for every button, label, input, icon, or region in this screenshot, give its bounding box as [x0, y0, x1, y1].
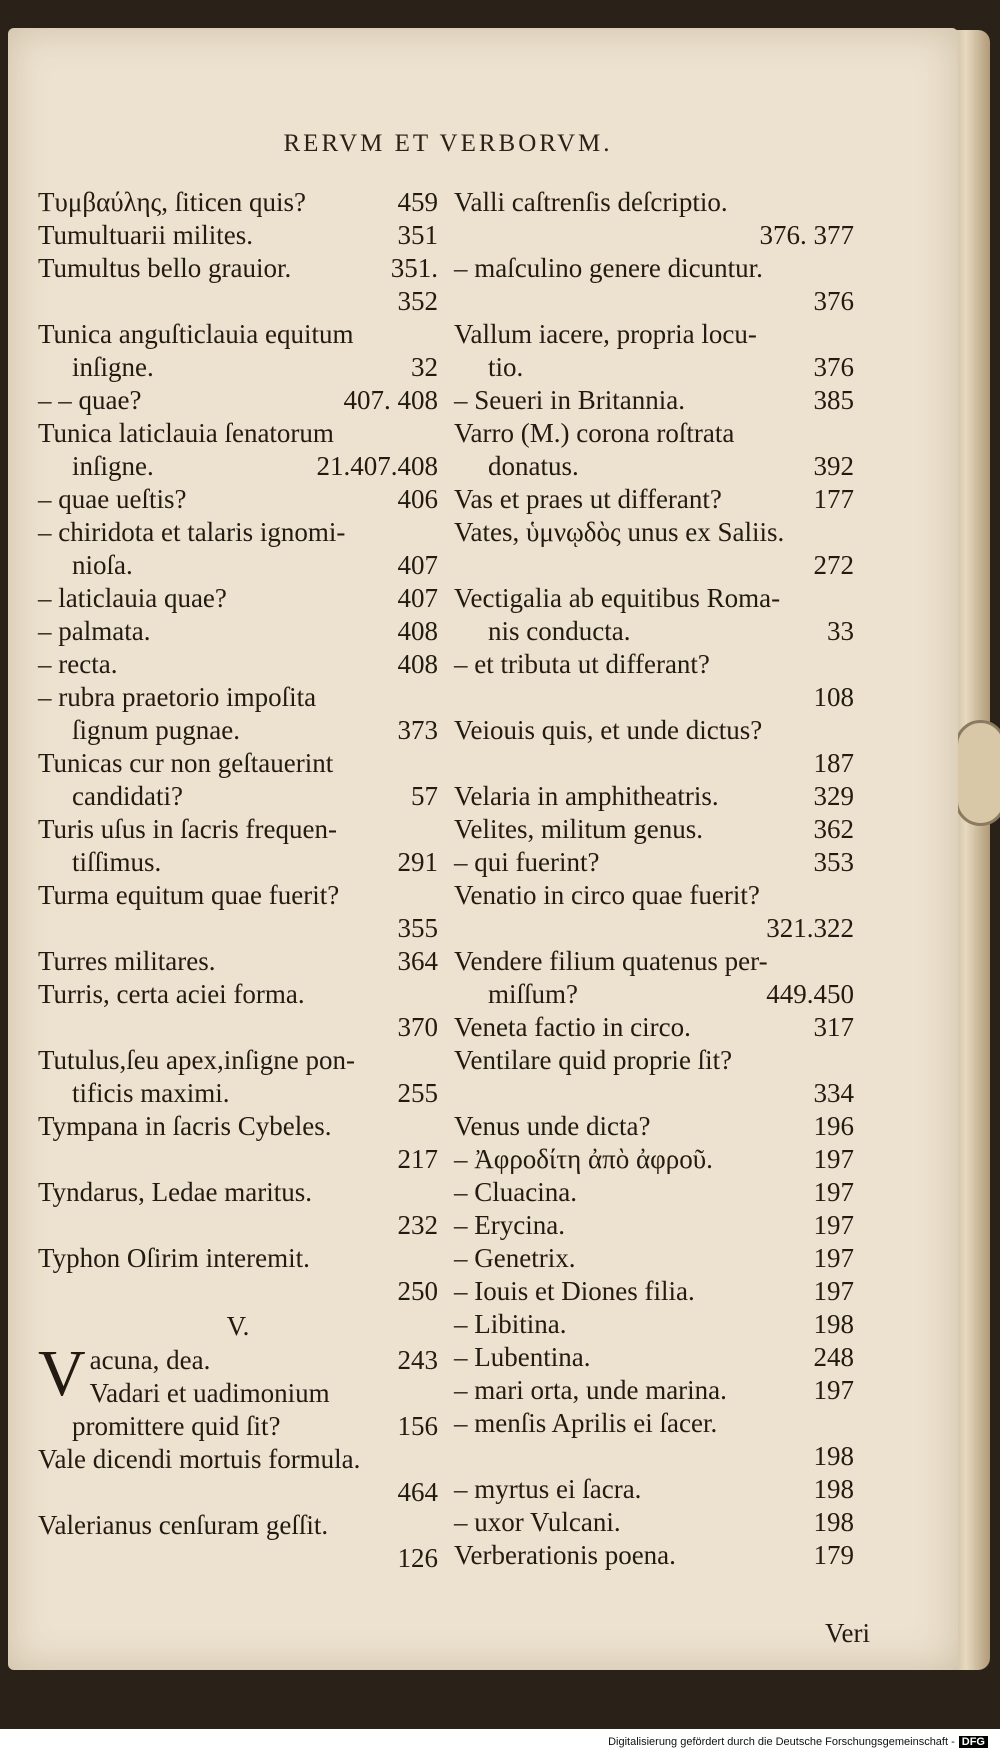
- footer-bar: [0, 1729, 1000, 1751]
- entry-continuation: tificis maximi.: [72, 1078, 230, 1108]
- index-entry: [38, 648, 438, 681]
- page-ref: 187: [813, 748, 854, 778]
- entry-text: Vallum iacere, propria locu-: [454, 319, 757, 349]
- left-after-entries: [38, 1337, 438, 1575]
- page-ref: 272: [813, 550, 854, 580]
- catchword: Veri: [825, 1618, 870, 1648]
- index-entry: [454, 648, 854, 714]
- entry-text: Ventilare quid proprie ſit?: [454, 1045, 733, 1075]
- index-entry: [454, 582, 854, 648]
- dfg-logo: DFG: [959, 1736, 988, 1748]
- entry-text: Veiouis quis, et unde dictus?: [454, 715, 763, 745]
- letter-heading: V.: [226, 1311, 250, 1341]
- index-entry: [454, 1044, 854, 1110]
- index-entry: [38, 318, 438, 384]
- footer-credit: [608, 1736, 988, 1748]
- v-section: [38, 1337, 438, 1575]
- page-ref: 126: [397, 1543, 438, 1573]
- entry-text: – maſculino genere dicuntur.: [454, 253, 763, 283]
- index-entry: [38, 1377, 438, 1443]
- index-entry: [454, 1242, 854, 1275]
- entry-text: – et tributa ut differant?: [454, 649, 710, 679]
- entry-text: – Erycina.: [454, 1210, 565, 1240]
- entry-text: Verberationis poena.: [454, 1540, 676, 1570]
- entry-text: – myrtus ei ſacra.: [454, 1474, 642, 1504]
- entry-text: – rubra praetorio impoſita: [38, 682, 317, 712]
- index-entry: [454, 1374, 854, 1407]
- entry-text: – quae ueſtis?: [38, 484, 187, 514]
- page-ref: 376. 377: [759, 220, 854, 250]
- page-ref: 197: [813, 1144, 854, 1174]
- entry-text: Vates, ὑμνῳδὸς unus ex Saliis.: [454, 517, 785, 547]
- page-ref: 334: [813, 1078, 854, 1108]
- entry-text: Tyndarus, Ledae maritus.: [38, 1177, 313, 1207]
- book-page: [8, 28, 958, 1670]
- entry-text: Veneta factio in circo.: [454, 1012, 691, 1042]
- page-ref: 392: [813, 451, 854, 481]
- entry-text: Varro (M.) corona roſtrata: [454, 418, 735, 448]
- page-ref: 196: [813, 1111, 854, 1141]
- entry-text: – – quae?: [38, 385, 142, 415]
- index-entry: [454, 1539, 854, 1572]
- entry-text: – palmata.: [38, 616, 151, 646]
- entry-text: – Cluacina.: [454, 1177, 577, 1207]
- index-entry: [454, 252, 854, 318]
- index-entry: [454, 945, 854, 1011]
- index-entry: [454, 1110, 854, 1143]
- index-entry: [454, 1275, 854, 1308]
- entry-text: Vectigalia ab equitibus Roma-: [454, 583, 781, 613]
- entry-text: Velaria in amphitheatris.: [454, 781, 719, 811]
- page-ref: 197: [813, 1243, 854, 1273]
- index-entry: [38, 1110, 438, 1176]
- page-ref: 407. 408: [343, 385, 438, 415]
- entry-text: – Lubentina.: [454, 1342, 591, 1372]
- page-ref: 197: [813, 1276, 854, 1306]
- entry-text: – Iouis et Diones filia.: [454, 1276, 695, 1306]
- entry-text: – Libitina.: [454, 1309, 567, 1339]
- entry-continuation: inſigne.: [72, 352, 154, 382]
- entry-text: Valli caſtrenſis deſcriptio.: [454, 187, 728, 217]
- page-ref: 376: [813, 286, 854, 316]
- entry-continuation: donatus.: [488, 451, 579, 481]
- entry-text: – Seueri in Britannia.: [454, 385, 685, 415]
- left-column: [38, 186, 438, 1575]
- entry-text: Venus unde dicta?: [454, 1111, 651, 1141]
- index-entry: [454, 1308, 854, 1341]
- entry-text: Tumultuarii milites.: [38, 220, 254, 250]
- right-column: [454, 186, 854, 1572]
- entry-text: – uxor Vulcani.: [454, 1507, 621, 1537]
- page-ref: 352: [397, 286, 438, 316]
- entry-continuation: ſignum pugnae.: [72, 715, 240, 745]
- entry-text: – recta.: [38, 649, 118, 679]
- page-ref: 370: [397, 1012, 438, 1042]
- entry-text: Velites, militum genus.: [454, 814, 703, 844]
- entry-text: – qui fuerint?: [454, 847, 600, 877]
- page-ref: 198: [813, 1309, 854, 1339]
- index-entry: [454, 1143, 854, 1176]
- page-ref: 33: [827, 616, 854, 646]
- index-entry: [454, 879, 854, 945]
- index-entry: [454, 384, 854, 417]
- index-entry: [38, 615, 438, 648]
- page-ref: 179: [813, 1540, 854, 1570]
- page-ref: 198: [813, 1441, 854, 1471]
- page-ref: 406: [397, 484, 438, 514]
- entry-text: – menſis Aprilis ei ſacer.: [454, 1408, 718, 1438]
- entry-continuation: nis conducta.: [488, 616, 631, 646]
- page-ref: 197: [813, 1210, 854, 1240]
- index-entry: [38, 219, 438, 252]
- entry-text: Vale dicendi mortuis formula.: [38, 1444, 361, 1474]
- index-entry: [38, 483, 438, 516]
- index-entry: [454, 780, 854, 813]
- index-entry: [38, 1344, 438, 1377]
- entry-text: – Ἀφροδίτη ἀπὸ ἀφροῦ.: [454, 1144, 713, 1174]
- page-ref: 464: [397, 1477, 438, 1507]
- entry-text: Vadari et uadimonium: [89, 1378, 330, 1408]
- page-ref: 248: [813, 1342, 854, 1372]
- entry-text: Tunica anguſticlauia equitum: [38, 319, 354, 349]
- index-entry: [38, 1044, 438, 1110]
- index-entry: [454, 813, 854, 846]
- index-entry: [38, 747, 438, 813]
- page-ref: 355: [397, 913, 438, 943]
- page-ref: 156: [397, 1411, 438, 1441]
- page-ref: 376: [813, 352, 854, 382]
- entry-text: Tunicas cur non geſtauerint: [38, 748, 334, 778]
- page-ref: 255: [397, 1078, 438, 1108]
- entry-text: – mari orta, unde marina.: [454, 1375, 727, 1405]
- entry-text: Turma equitum quae fuerit?: [38, 880, 340, 910]
- page-ref: 250: [397, 1276, 438, 1306]
- page-ref: 108: [813, 682, 854, 712]
- page-ref: 353: [813, 847, 854, 877]
- page-ref: 198: [813, 1507, 854, 1537]
- page-ref: 407: [397, 550, 438, 580]
- index-entry: [454, 1473, 854, 1506]
- page-ref: 364: [397, 946, 438, 976]
- index-entry: [38, 1242, 438, 1308]
- page-ref: 407: [397, 583, 438, 613]
- index-entry: [38, 252, 438, 318]
- entry-text: Typhon Oſirim interemit.: [38, 1243, 310, 1273]
- page-ref: 197: [813, 1177, 854, 1207]
- drop-cap: V: [38, 1337, 86, 1410]
- page-ref: 243: [397, 1345, 438, 1375]
- index-entry: [454, 714, 854, 780]
- index-entry: [38, 879, 438, 945]
- entry-text: – Genetrix.: [454, 1243, 576, 1273]
- page-ref: 317: [813, 1012, 854, 1042]
- entry-text: Tunica laticlauia ſenatorum: [38, 418, 334, 448]
- entry-text: Venatio in circo quae fuerit?: [454, 880, 760, 910]
- page-ref: 32: [411, 352, 438, 382]
- page-ref: 385: [813, 385, 854, 415]
- entry-text: Turres militares.: [38, 946, 216, 976]
- running-header: RERVM ET VERBORVM.: [283, 130, 613, 157]
- index-entry: [454, 1407, 854, 1473]
- index-entry: [454, 846, 854, 879]
- index-entry: [38, 813, 438, 879]
- index-entry: [454, 318, 854, 384]
- page-ref: 291: [397, 847, 438, 877]
- index-entry: [38, 945, 438, 978]
- entry-text: Turris, certa aciei forma.: [38, 979, 305, 1009]
- page-ref: 321.322: [766, 913, 854, 943]
- index-entry: [38, 516, 438, 582]
- entry-text: Tutulus,ſeu apex,inſigne pon-: [38, 1045, 355, 1075]
- page-ref: 351: [397, 220, 438, 250]
- index-entry: [38, 417, 438, 483]
- footer-text: Digitalisierung gefördert durch die Deutsche Forschungsgemeinschaft -: [608, 1736, 955, 1748]
- index-entry: [38, 681, 438, 747]
- index-entry: [454, 1176, 854, 1209]
- index-entry: [454, 1341, 854, 1374]
- page-ref: 459: [397, 187, 438, 217]
- entry-text: – chiridota et talaris ignomi-: [38, 517, 346, 547]
- entry-continuation: candidati?: [72, 781, 183, 811]
- entry-text: Vas et praes ut differant?: [454, 484, 722, 514]
- index-entry: [454, 1011, 854, 1044]
- entry-text: Τυμβαύλης, ſiticen quis?: [38, 187, 306, 217]
- index-entry: [454, 483, 854, 516]
- entry-text: Tumultus bello grauior.: [38, 253, 292, 283]
- page-ref: 373: [397, 715, 438, 745]
- index-entry: [38, 1443, 438, 1509]
- right-entries: [454, 186, 854, 1572]
- index-entry: [454, 516, 854, 582]
- entry-text: Vendere filium quatenus per-: [454, 946, 768, 976]
- index-entry: [38, 978, 438, 1044]
- page-ref: 177: [813, 484, 854, 514]
- index-entry: [454, 1209, 854, 1242]
- entry-continuation: tio.: [488, 352, 524, 382]
- page-ref: 362: [813, 814, 854, 844]
- entry-continuation: promittere quid ſit?: [72, 1411, 281, 1441]
- page-ref: 217: [397, 1144, 438, 1174]
- page-ref: 329: [813, 781, 854, 811]
- page-ref: 449.450: [766, 979, 854, 1009]
- index-entry: [454, 1506, 854, 1539]
- index-entry: [38, 1509, 438, 1575]
- left-entries: [38, 186, 438, 1308]
- page-ref: 408: [397, 616, 438, 646]
- page-ref: 197: [813, 1375, 854, 1405]
- page-ref: 57: [411, 781, 438, 811]
- entry-continuation: inſigne.: [72, 451, 154, 481]
- entry-continuation: tiſſimus.: [72, 847, 162, 877]
- index-entry: [454, 186, 854, 252]
- entry-text: Tympana in ſacris Cybeles.: [38, 1111, 332, 1141]
- page-ref: 232: [397, 1210, 438, 1240]
- index-entry: [38, 186, 438, 219]
- entry-text: – laticlauia quae?: [38, 583, 227, 613]
- entry-continuation: miſſum?: [488, 979, 578, 1009]
- entry-text: acuna, dea.: [89, 1345, 211, 1375]
- index-entry: [454, 417, 854, 483]
- index-entry: [38, 384, 438, 417]
- book-clasp: [955, 720, 1000, 826]
- entry-text: Valerianus cenſuram geſſit.: [38, 1510, 329, 1540]
- page-ref: 351.: [390, 253, 438, 283]
- index-entry: [38, 582, 438, 615]
- page-ref: 21.407.408: [316, 451, 438, 481]
- index-entry: [38, 1176, 438, 1242]
- entry-text: Turis uſus in ſacris frequen-: [38, 814, 337, 844]
- entry-continuation: nioſa.: [72, 550, 133, 580]
- page-ref: 198: [813, 1474, 854, 1504]
- page-ref: 408: [397, 649, 438, 679]
